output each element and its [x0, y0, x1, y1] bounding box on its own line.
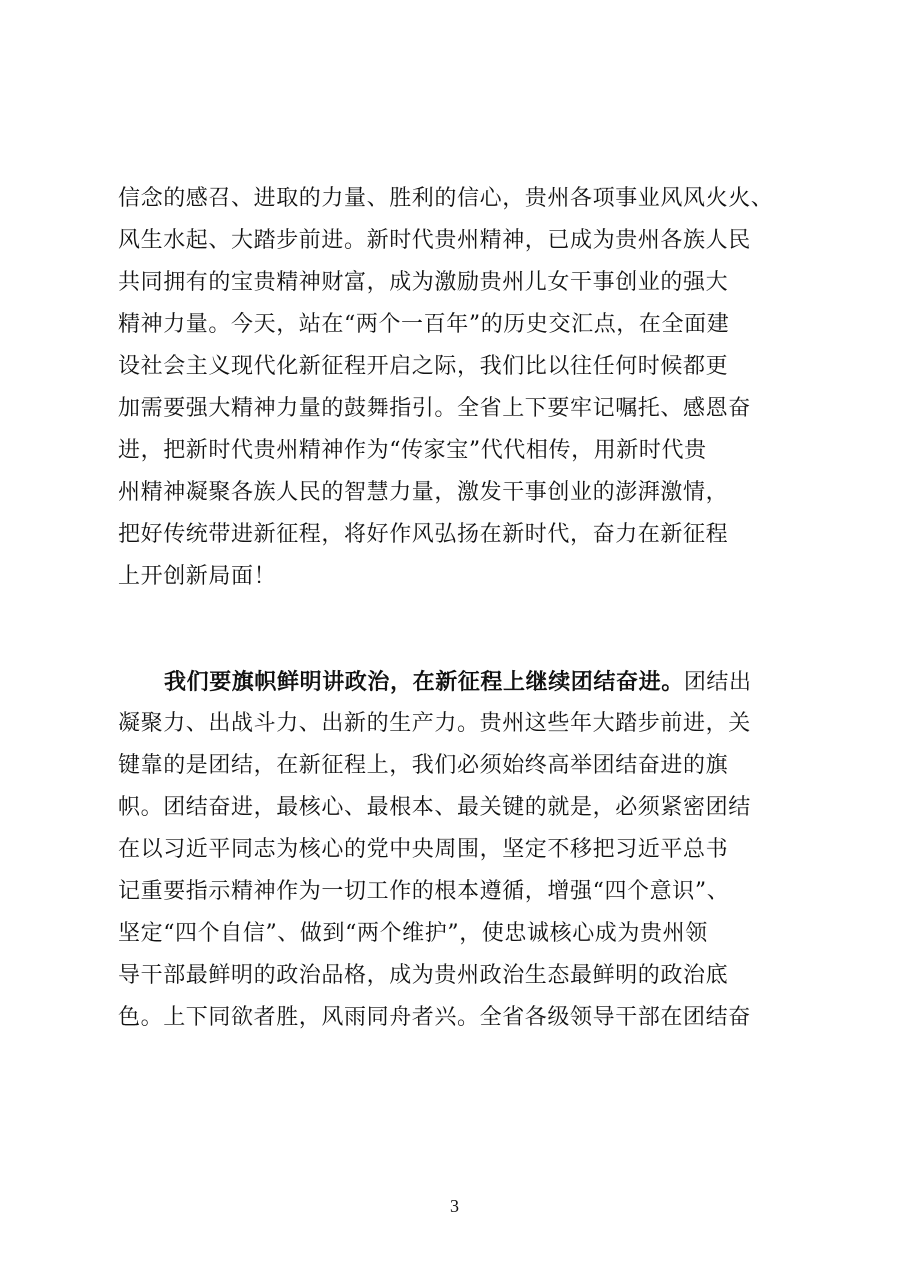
paragraph-line: 风生水起、大踏步前进。新时代贵州精神，已成为贵州各族人民: [118, 228, 751, 253]
paragraph-line: 上开创新局面！: [118, 564, 277, 589]
paragraph-heading: 我们要旗帜鲜明讲政治，在新征程上继续团结奋进。: [164, 669, 684, 695]
paragraph-line: 键靠的是团结，在新征程上，我们必须始终高举团结奋进的旗: [118, 753, 729, 778]
page-number: 3: [450, 1196, 459, 1216]
paragraph-line-rest: 团结出: [683, 670, 752, 695]
paragraph-line: 把好传统带进新征程，将好作风弘扬在新时代，奋力在新征程: [118, 522, 729, 547]
paragraph-line: 进，把新时代贵州精神作为“传家宝”代代相传，用新时代贵: [118, 438, 707, 463]
paragraph-line: 共同拥有的宝贵精神财富，成为激励贵州儿女干事创业的强大: [118, 270, 729, 295]
paragraph-line: 设社会主义现代化新征程开启之际，我们比以往任何时候都更: [118, 354, 729, 379]
paragraph-line: 凝聚力、出战斗力、出新的生产力。贵州这些年大踏步前进，关: [118, 711, 751, 736]
paragraph-line: 坚定“四个自信”、做到“两个维护”，使忠诚核心成为贵州领: [118, 921, 708, 946]
paragraph-first-line: [118, 661, 798, 703]
paragraph-line: 帜。团结奋进，最核心、最根本、最关键的就是，必须紧密团结: [118, 795, 751, 820]
paragraph-1: [118, 178, 798, 598]
paragraph-line: 州精神凝聚各族人民的智慧力量，激发干事创业的澎湃激情，: [118, 480, 729, 505]
paragraph-2: [118, 661, 798, 1039]
paragraph-line: 精神力量。今天，站在“两个一百年”的历史交汇点，在全面建: [118, 312, 730, 337]
paragraph-line: 色。上下同欲者胜，风雨同舟者兴。全省各级领导干部在团结奋: [118, 1005, 751, 1030]
paragraph-line: 在以习近平同志为核心的党中央周围，坚定不移把习近平总书: [118, 837, 729, 862]
paragraph-line: 导干部最鲜明的政治品格，成为贵州政治生态最鲜明的政治底: [118, 963, 729, 988]
paragraph-line: 加需要强大精神力量的鼓舞指引。全省上下要牢记嘱托、感恩奋: [118, 396, 751, 421]
paragraph-line: 信念的感召、进取的力量、胜利的信心，贵州各项事业风风火火、: [118, 186, 774, 211]
paragraph-line: 记重要指示精神作为一切工作的根本遵循，增强“四个意识”、: [118, 879, 730, 904]
